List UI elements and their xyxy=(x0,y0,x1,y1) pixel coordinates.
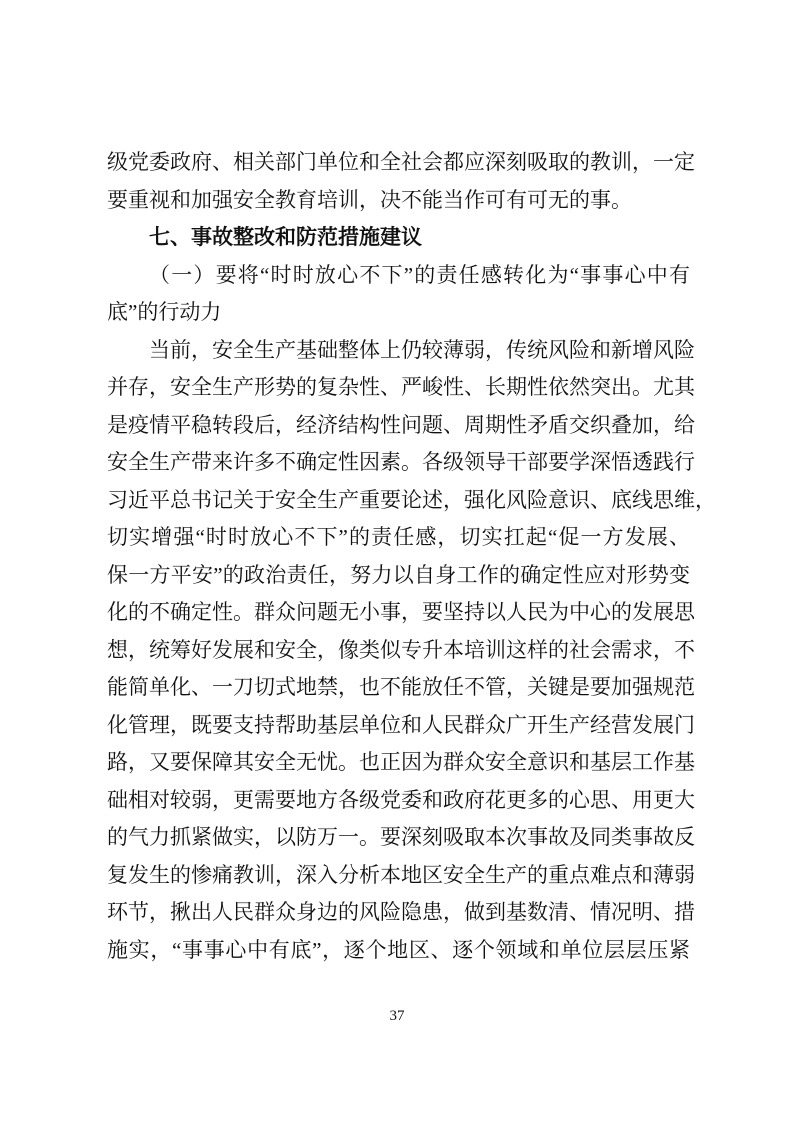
text-line: 础相对较弱，更需要地方各级党委和政府花更多的心思、用更大 xyxy=(107,787,695,812)
text-line: 环节，揪出人民群众身边的风险隐患，做到基数清、情况明、措 xyxy=(107,900,695,924)
text-line: 想，统筹好发展和安全，像类似专升本培训这样的社会需求，不 xyxy=(107,637,695,662)
text-line: 底”的行动力 xyxy=(107,300,222,324)
text-line: 并存，安全生产形势的复杂性、严峻性、长期性依然突出。尤其 xyxy=(107,375,695,399)
subsection-heading-line: （一）要将“时时放心不下”的责任感转化为“事事心中有 xyxy=(149,262,690,287)
text-line: 保一方平安”的政治责任，努力以自身工作的确定性应对形势变 xyxy=(107,562,690,587)
section-heading: 七、事故整改和防范措施建议 xyxy=(149,225,422,249)
text-line: 习近平总书记关于安全生产重要论述，强化风险意识、底线思维， xyxy=(107,487,716,512)
text-line: 复发生的惨痛教训，深入分析本地区安全生产的重点难点和薄弱 xyxy=(107,862,695,887)
text-line: 能简单化、一刀切式地禁，也不能放任不管，关键是要加强规范 xyxy=(107,675,695,699)
text-line: 要重视和加强安全教育培训，决不能当作可有可无的事。 xyxy=(107,187,632,212)
text-line: 化管理，既要支持帮助基层单位和人民群众广开生产经营发展门 xyxy=(107,712,695,737)
text-line: 安全生产带来许多不确定性因素。各级领导干部要学深悟透践行 xyxy=(107,450,695,474)
page-number: 37 xyxy=(389,1008,405,1024)
text-line: 化的不确定性。群众问题无小事，要坚持以人民为中心的发展思 xyxy=(107,600,695,624)
text-line: 路，又要保障其安全无忧。也正因为群众安全意识和基层工作基 xyxy=(107,750,695,774)
text-line: 施实，“事事心中有底”，逐个地区、逐个领域和单位层层压紧 xyxy=(107,937,690,962)
text-line: 切实增强“时时放心不下”的责任感，切实扛起“促一方发展、 xyxy=(107,525,690,549)
text-line: 是疫情平稳转段后，经济结构性问题、周期性矛盾交织叠加，给 xyxy=(107,412,695,437)
text-line: 级党委政府、相关部门单位和全社会都应深刻吸取的教训，一定 xyxy=(107,150,695,174)
text-line: 当前，安全生产基础整体上仍较薄弱，传统风险和新增风险 xyxy=(149,337,695,362)
text-line: 的气力抓紧做实，以防万一。要深刻吸取本次事故及同类事故反 xyxy=(107,825,695,849)
